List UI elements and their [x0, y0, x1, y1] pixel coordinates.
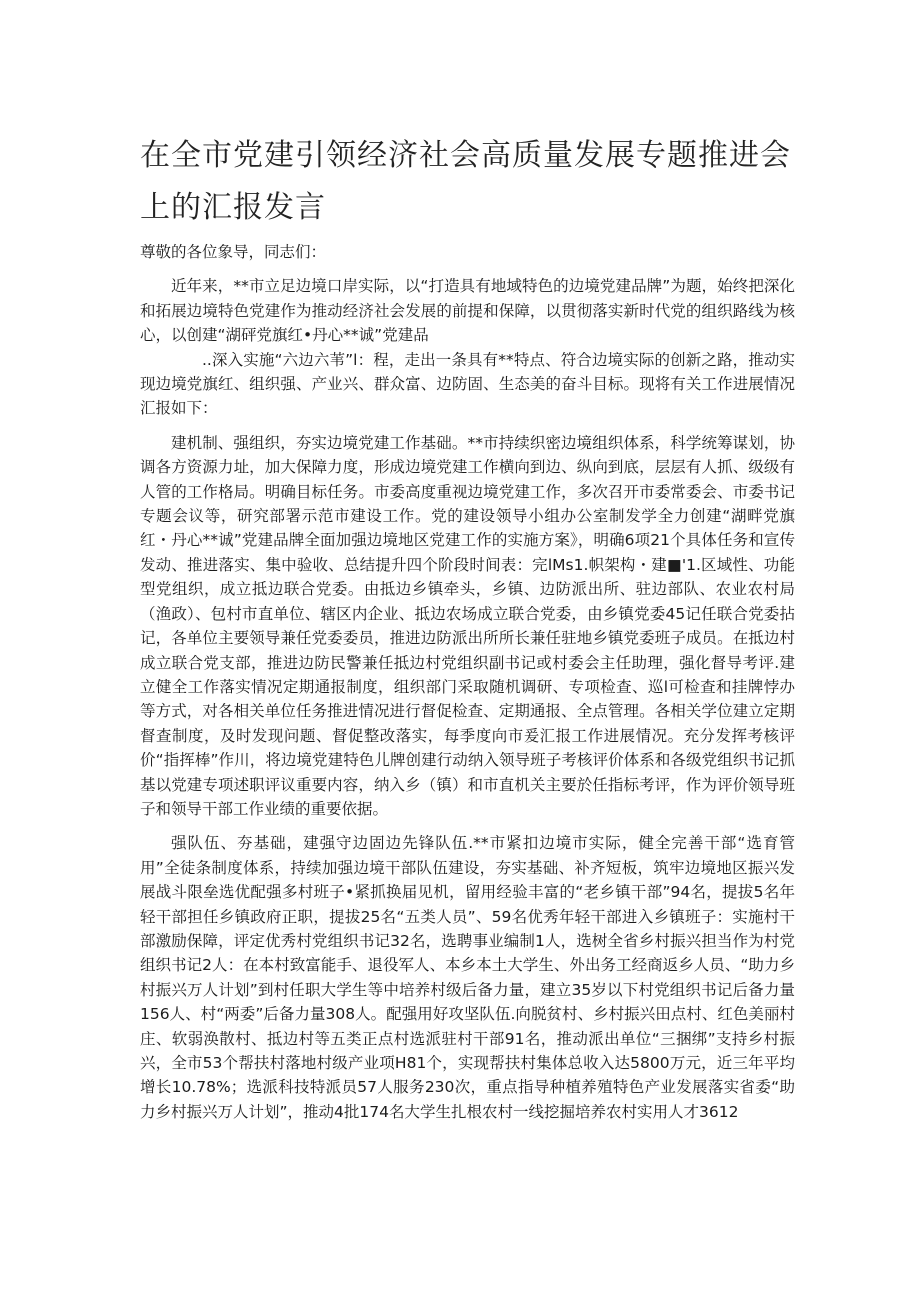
document-body	[140, 240, 795, 1134]
paragraph-mechanism: 建机制、强组织，夯实边境党建工作基础。**市持续织密边境组织体系，科学统筹谋划，协调各方资源力址，加大保障力度，形成边境党建工作横向到边、纵向到底，层层有人抓、级级有人管的工作格局。明确目标任务。市委高度重视边境党建工作，多次召开市委常委会、市委书记专题会议等，研究部署示范市建设工作。党的建设领导小组办公室制发学全力创建“湖畔党旗红・丹心**诚”党建品牌全面加强边境地区党建工作的实施方案》，明确6项21个具体任务和宣传发动、推进落实、集中验收、总结提升四个阶段时间表：完lMs1.帜架构・建■'1.区域性、功能型党组织，成立抵边联合党委。由抵边乡镇牵头，乡镇、边防派出所、驻边部队、农业农村局（渔政）、包村市直单位、辖区内企业、抵边农场成立联合党委，由乡镇党委45记任联合党委拈记，各单位主要领导兼任党委委员，推进边防派出所所长兼任驻地乡镇党委班子成员。在抵边村成立联合党支部，推进边防民警兼任抵边村党组织副书记或村委会主任助理，强化督导考评.建立健全工作落实情况定期通报制度，组织部门采取随机调研、专项检查、巡l可检查和挂牌悖办等方式，对各相关单位任务推进情况进行督促检查、定期通报、全点管理。各相关学位建立定期督查制度，及时发现问题、督促整改落实，每季度向市爰汇报工作进展情况。充分发挥考核评价“指挥棒”作川，将边境党建特色儿牌创建行动纳入领导班子考核评价体系和各级党组织书记抓基以党建专项述职评议重要内容，纳入乡（镇）和市直机关主要於任指标考评，作为评价领导班子和领导干部工作业绩的重要依据。	[140, 433, 795, 818]
document-title: 在全市党建引领经济社会高质量发展专题推进会上的汇报发言	[140, 138, 791, 225]
paragraph-team: 强队伍、夯基础，建强守边固边先锋队伍.**市紧扣边境市实际，健全完善干部“选育管用”全徒条制度体系，持续加强边境干部队伍建设，夯实基础、补齐短板，筑牢边境地区振兴发展战斗限垒选优配强多村班子•紧抓换届见机，留用经验丰富的“老乡镇干部”94名，提拔5名年轻干部担任乡镇政府正职，提拔25名“五类人员”、59名优秀年轻干部进入乡镇班子：实施村干部激励保障，评定优秀村党组织书记32名，选聘事业编制1人，选树全省乡村振兴担当作为村党组织书记2人：在本村致富能手、退役军人、本乡本土大学生、外出务工经商返乡人员、“助力乡村振兴万人计划”到村任职大学生等中培养村级后备力量，建立35岁以下村党组织书记后备力量156人、村“两委”后备力量308人。配强用好攻坚队伍.向脱贫村、乡村振兴田点村、红色美丽村庄、软弱涣散村、抵边村等五类正点村选派驻村干部91名，推动派出单位“三捆绑”支持乡村振兴，全市53个帮扶村落地村级产业项H81个，实现帮扶村集体总收入达5800万元，近三年平均增长10.78%；选派科技特派员57人服务230次，重点指导种植养殖特色产业发展落实省委“助力乡村振兴万人计划”，推动4批174名大学生扎根农村一线挖掘培养农村实用人才3612	[140, 834, 795, 1121]
paragraph-intro: 近年来，**市立足边境口岸实际，以“打造具有地域特色的边境党建品牌”为题，始终把深化和拓展边境特色党建作为推动经济社会发展的前提和保障，以贯彻落实新时代党的组织路线为核心，以创建“湖砰党旗红•丹心**诚”党建品	[140, 277, 795, 345]
paragraph-intro-continuation: ..深入实施“六边六苇”l：程，走出一条具有**特点、符合边境实际的创新之路，推动实现边境党旗红、组织强、产业兴、群众富、边防固、生态美的奋斗目标。现将有关工作进展情况汇报如下：	[140, 350, 795, 418]
salutation: 尊敬的各位象导，同志们：	[140, 243, 327, 261]
